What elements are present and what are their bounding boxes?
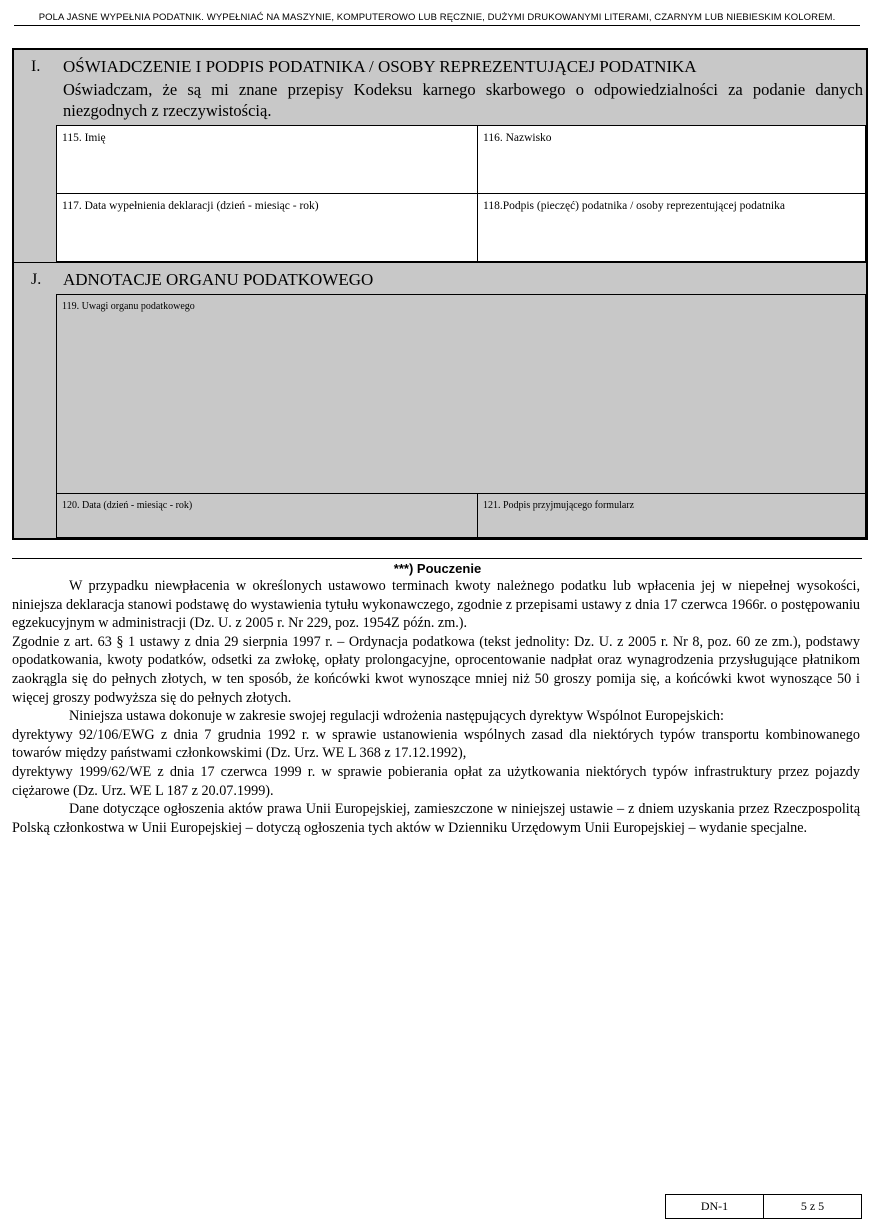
section-j-letter: J. <box>31 271 42 288</box>
page-footer <box>665 1194 862 1219</box>
field-116-label: 116. Nazwisko <box>483 132 552 144</box>
section-j-title: ADNOTACJE ORGANU PODATKOWEGO <box>63 270 374 289</box>
instructions-paragraph: dyrektywy 1999/62/WE z dnia 17 czerwca 1999 r. w sprawie pobierania opłat za użytkowania niektórych typów infrastruktury przez pojazdy ciężarowe (Dz. Urz. WE L 187 z 20.07.1999). <box>12 763 860 799</box>
field-120-date <box>56 493 478 538</box>
section-i-title: OŚWIADCZENIE I PODPIS PODATNIKA / OSOBY REPREZENTUJĄCEJ PODATNIKA <box>63 57 697 76</box>
page-number: 5 z 5 <box>763 1195 861 1218</box>
field-121-receiver-signature <box>477 493 866 538</box>
instruction-note: POLA JASNE WYPEŁNIA PODATNIK. WYPEŁNIAĆ NA MASZYNIE, KOMPUTEROWO LUB RĘCZNIE, DUŻYMI DRUKOWANYMI LITERAMI, CZARNYM LUB NIEBIESKIM KOLOREM. <box>38 12 836 23</box>
field-115-label: 115. Imię <box>62 132 106 144</box>
instructions-paragraph: dyrektywy 92/106/EWG z dnia 7 grudnia 1992 r. w sprawie ustanowienia wspólnych zasad dla niektórych typów transportu kombinowanego towarów między państwami członkowskimi (Dz. Urz. WE L 368 z 17.12.1992), <box>12 726 860 762</box>
instructions-body <box>12 577 860 837</box>
form-code: DN-1 <box>700 1199 729 1213</box>
field-116-surname[interactable] <box>477 125 866 194</box>
declaration-form <box>12 48 868 540</box>
instructions-divider <box>12 558 862 559</box>
field-121-label: 121. Podpis przyjmującego formularz <box>483 500 635 511</box>
field-119-label: 119. Uwagi organu podatkowego <box>62 301 195 312</box>
instructions-paragraph: W przypadku niewpłacenia w określonych ustawowo terminach kwoty należnego podatku lub wpłacenia jej w niepełnej wysokości, niniejsza deklaracja stanowi podstawę do wystawienia tytułu wykonawczego, zgodnie z przepisami ustawy z dnia 17 czerwca 1966r. o postępowaniu egzekucyjnym w administracji (Dz. U. z 2005 r. Nr 229, poz. 1954Z późn. zm.). <box>12 578 860 632</box>
field-117-label: 117. Data wypełnienia deklaracji (dzień - miesiąc - rok) <box>62 200 319 212</box>
field-117-fill-date[interactable] <box>56 193 478 262</box>
field-118-signature[interactable] <box>477 193 866 262</box>
header-divider <box>14 25 860 26</box>
instructions-title: ***) Pouczenie <box>393 561 482 576</box>
instructions-paragraph: Niniejsza ustawa dokonuje w zakresie swojej regulacji wdrożenia następujących dyrektyw Wspólnot Europejskich: <box>69 708 724 725</box>
section-divider <box>14 262 866 263</box>
field-120-label: 120. Data (dzień - miesiąc - rok) <box>62 500 193 511</box>
section-i-letter: I. <box>31 58 41 75</box>
section-i-description: Oświadczam, że są mi znane przepisy Kodeksu karnego skarbowego o odpowiedzialności za podanie danych niezgodnych z rzeczywistością. <box>63 80 863 120</box>
field-118-label: 118.Podpis (pieczęć) podatnika / osoby reprezentującej podatnika <box>483 200 785 212</box>
field-115-first-name[interactable] <box>56 125 478 194</box>
field-119-authority-remarks <box>56 294 866 494</box>
instructions-paragraph: Dane dotyczące ogłoszenia aktów prawa Unii Europejskiej, zamieszczone w niniejszej ustawie – z dniem uzyskania przez Rzeczpospolitą Polską członkostwa w Unii Europejskiej – dotyczą ogłoszenia tych aktów w Dzienniku Urzędowym Unii Europejskiej – wydanie specjalne. <box>12 801 860 836</box>
instructions-paragraph: Zgodnie z art. 63 § 1 ustawy z dnia 29 sierpnia 1997 r. – Ordynacja podatkowa (tekst jednolity: Dz. U. z 2005 r. Nr 8, poz. 60 ze zm.), podstawy opodatkowania, kwoty podatków, odsetki za zwłokę, opłaty prolongacyjne, oprocentowanie nadpłat oraz wynagrodzenia przysługujące płatnikom zaokrągla się do pełnych złotych, w ten sposób, że końcówki kwot wynoszące mniej niż 50 groszy pomija się, a końcówki kwot wynoszące 50 i więcej groszy podwyższa się do pełnych złotych. <box>12 633 860 706</box>
